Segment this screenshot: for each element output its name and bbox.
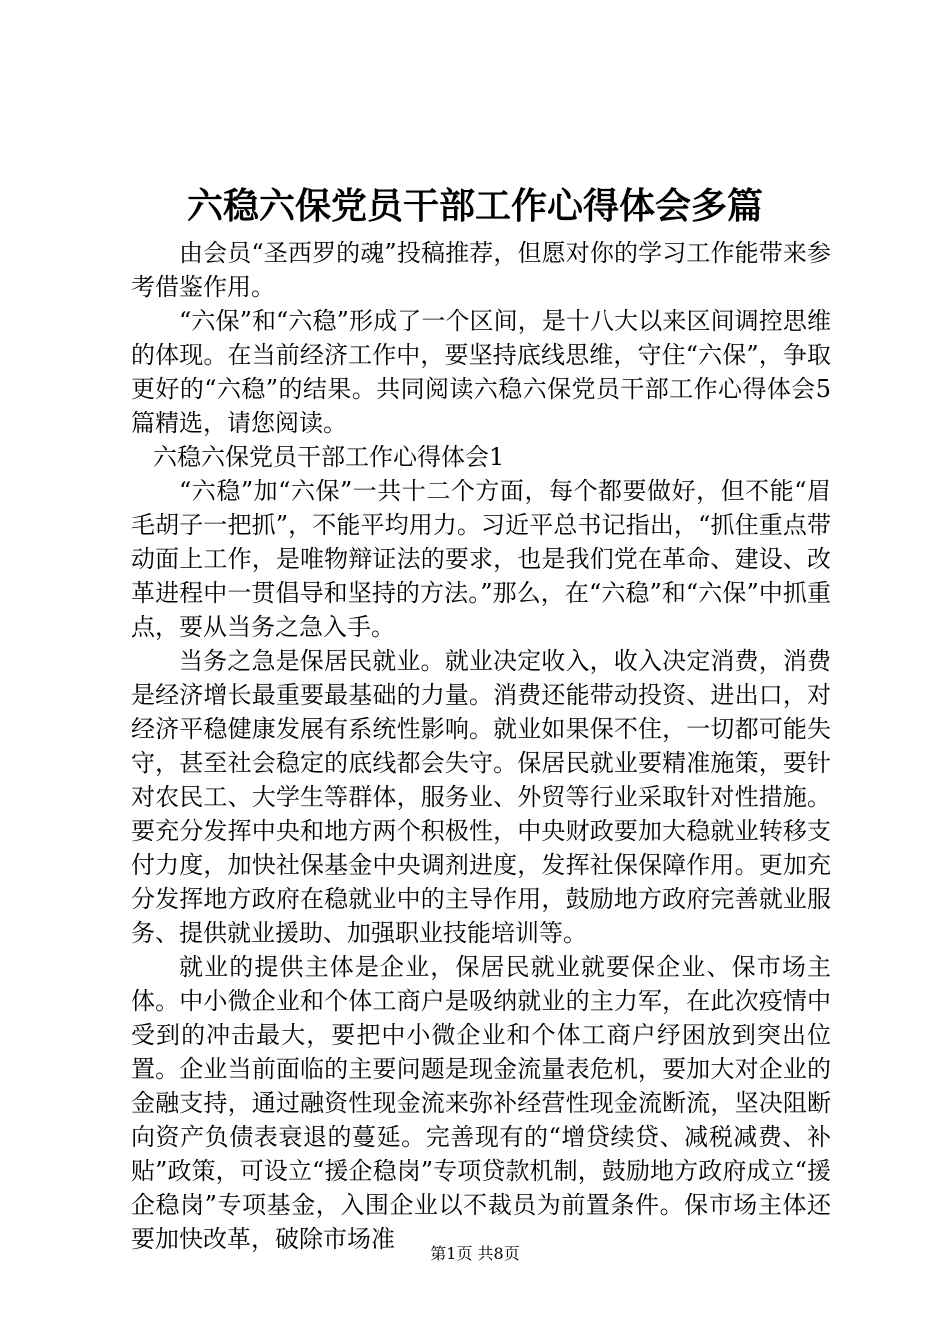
section-heading: 六稳六保党员干部工作心得体会1 xyxy=(153,443,505,471)
page-footer: 第1页 共8页 xyxy=(430,1244,520,1263)
document-title: 六稳六保党员干部工作心得体会多篇 xyxy=(186,185,763,227)
body-paragraph: 就业的提供主体是企业，保居民就业就要保企业、保市场主体。中小微企业和个体工商户是吸纳就业的主力军，在此次疫情中受到的冲击最大，要把中小微企业和个体工商户纾困放到突出位置。企业当前面临的主要问题是现金流量表危机，要加大对企业的金融支持，通过融资性现金流来弥补经营性现金流断流，坚决阻断向资产负债表衰退的蔓延。完善现有的“增贷续贷、减税减费、补贴”政策，可设立“援企稳岗”专项贷款机制，鼓励地方政府成立“援企稳岗”专项基金，入围企业以不裁员为前置条件。保市场主体还要加快改革，破除市场准 xyxy=(131,953,831,1253)
summary-paragraph: “六保”和“六稳”形成了一个区间，是十八大以来区间调控思维的体现。在当前经济工作中，要坚持底线思维，守住“六保”，争取更好的“六稳”的结果。共同阅读六稳六保党员干部工作心得体会5篇精选，请您阅读。 xyxy=(131,307,831,437)
body-paragraph: 当务之急是保居民就业。就业决定收入，收入决定消费，消费是经济增长最重要最基础的力量。消费还能带动投资、进出口，对经济平稳健康发展有系统性影响。就业如果保不住，一切都可能失守，甚至社会稳定的底线都会失守。保居民就业要精准施策，要针对农民工、大学生等群体，服务业、外贸等行业采取针对性措施。要充分发挥中央和地方两个积极性，中央财政要加大稳就业转移支付力度，加快社保基金中央调剂进度，发挥社保保障作用。更加充分发挥地方政府在稳就业中的主导作用，鼓励地方政府完善就业服务、提供就业援助、加强职业技能培训等。 xyxy=(131,647,831,947)
body-paragraph: “六稳”加“六保”一共十二个方面，每个都要做好，但不能“眉毛胡子一把抓”，不能平均用力。习近平总书记指出，“抓住重点带动面上工作，是唯物辩证法的要求，也是我们党在革命、建设、改革进程中一贯倡导和坚持的方法。”那么，在“六稳”和“六保”中抓重点，要从当务之急入手。 xyxy=(131,477,831,641)
document-body xyxy=(131,236,831,1256)
intro-paragraph: 由会员“圣西罗的魂”投稿推荐，但愿对你的学习工作能带来参考借鉴作用。 xyxy=(131,239,831,301)
